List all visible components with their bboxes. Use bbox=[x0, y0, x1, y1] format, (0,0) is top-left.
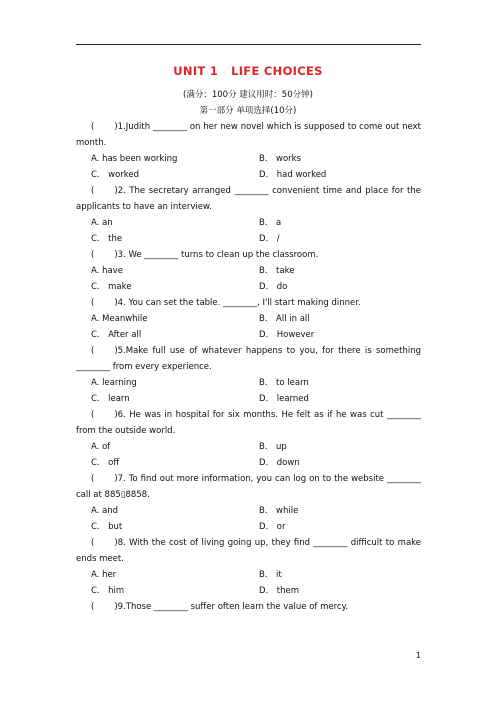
options-row bbox=[76, 279, 421, 295]
option-b: B． a bbox=[259, 218, 282, 228]
question-text: )2. The secretary arranged ________ convenient time and place for the applicants to have an interview. bbox=[76, 186, 421, 212]
options-row bbox=[76, 167, 421, 183]
question-text: )4. You can set the table. ________, I'll start making dinner. bbox=[114, 298, 361, 308]
option-a: A. has been working bbox=[91, 154, 178, 164]
section-heading: 第一部分 单项选择(10分) bbox=[199, 106, 297, 116]
options-row bbox=[76, 455, 421, 471]
option-b: B． it bbox=[259, 570, 282, 580]
option-d: D． them bbox=[259, 586, 299, 596]
option-a: A. and bbox=[91, 506, 119, 516]
question-text: )7. To find out more information, you can log on to the website ________ call at 885▯8858. bbox=[76, 474, 421, 500]
option-c: C． the bbox=[91, 234, 123, 244]
options-row bbox=[76, 311, 421, 327]
option-a: A. of bbox=[91, 442, 111, 452]
answer-bracket: ( bbox=[91, 298, 95, 308]
option-d: D． However bbox=[259, 330, 315, 340]
answer-bracket: ( bbox=[91, 250, 95, 260]
question-list bbox=[76, 119, 421, 615]
options-row bbox=[76, 519, 421, 535]
option-d: D． / bbox=[259, 234, 280, 244]
option-a: A. her bbox=[91, 570, 117, 580]
header-rule bbox=[76, 44, 421, 45]
option-b: B． while bbox=[259, 506, 299, 516]
answer-bracket: ( bbox=[91, 538, 95, 548]
answer-bracket: ( bbox=[91, 602, 95, 612]
option-b: B． works bbox=[259, 154, 302, 164]
option-b: B． All in all bbox=[259, 314, 310, 324]
options-row bbox=[76, 583, 421, 599]
options-row bbox=[76, 327, 421, 343]
option-c: C． worked bbox=[91, 170, 140, 180]
option-c: C． off bbox=[91, 458, 120, 468]
options-row bbox=[76, 215, 421, 231]
question-3 bbox=[76, 247, 421, 263]
answer-bracket: ( bbox=[91, 186, 95, 196]
option-a: A. an bbox=[91, 218, 113, 228]
option-a: A. have bbox=[91, 266, 123, 276]
answer-bracket: ( bbox=[91, 122, 95, 132]
question-9 bbox=[76, 599, 421, 615]
options-row bbox=[76, 439, 421, 455]
option-c: C． make bbox=[91, 282, 132, 292]
option-c: C． After all bbox=[91, 330, 142, 340]
option-a: A. Meanwhile bbox=[91, 314, 148, 324]
option-d: D． do bbox=[259, 282, 288, 292]
answer-bracket: ( bbox=[91, 474, 95, 484]
options-row bbox=[76, 503, 421, 519]
options-row bbox=[76, 375, 421, 391]
option-c: C． but bbox=[91, 522, 123, 532]
option-b: B． up bbox=[259, 442, 287, 452]
option-d: D． had worked bbox=[259, 170, 327, 180]
question-2 bbox=[76, 183, 421, 215]
score-time-note: (满分：100分 建议用时：50分钟) bbox=[183, 90, 313, 100]
question-text: )8. With the cost of living going up, they find ________ difficult to make ends meet. bbox=[76, 538, 421, 564]
option-b: B． take bbox=[259, 266, 295, 276]
question-1 bbox=[76, 119, 421, 151]
option-c: C． him bbox=[91, 586, 125, 596]
option-d: D． or bbox=[259, 522, 286, 532]
question-5 bbox=[76, 343, 421, 375]
option-c: C． learn bbox=[91, 394, 130, 404]
unit-title: UNIT 1 LIFE CHOICES bbox=[173, 64, 323, 78]
options-row bbox=[76, 567, 421, 583]
question-6 bbox=[76, 407, 421, 439]
question-text: )6. He was in hospital for six months. He felt as if he was cut ________ from the outside world. bbox=[76, 410, 421, 436]
option-d: D． learned bbox=[259, 394, 309, 404]
options-row bbox=[76, 151, 421, 167]
option-a: A. learning bbox=[91, 378, 137, 388]
question-4 bbox=[76, 295, 421, 311]
option-d: D． down bbox=[259, 458, 300, 468]
question-text: )9.Those ________ suffer often learn the value of mercy. bbox=[114, 602, 349, 612]
options-row bbox=[76, 391, 421, 407]
answer-bracket: ( bbox=[91, 410, 95, 420]
question-8 bbox=[76, 535, 421, 567]
question-text: )1.Judith ________ on her new novel which is supposed to come out next month. bbox=[76, 122, 421, 148]
options-row bbox=[76, 263, 421, 279]
options-row bbox=[76, 231, 421, 247]
question-7 bbox=[76, 471, 421, 503]
page-number: 1 bbox=[415, 651, 421, 660]
option-b: B． to learn bbox=[259, 378, 309, 388]
question-text: )5.Make full use of whatever happens to you, for there is something ________ from every experience. bbox=[76, 346, 421, 372]
question-text: )3. We ________ turns to clean up the classroom. bbox=[114, 250, 319, 260]
answer-bracket: ( bbox=[91, 346, 95, 356]
